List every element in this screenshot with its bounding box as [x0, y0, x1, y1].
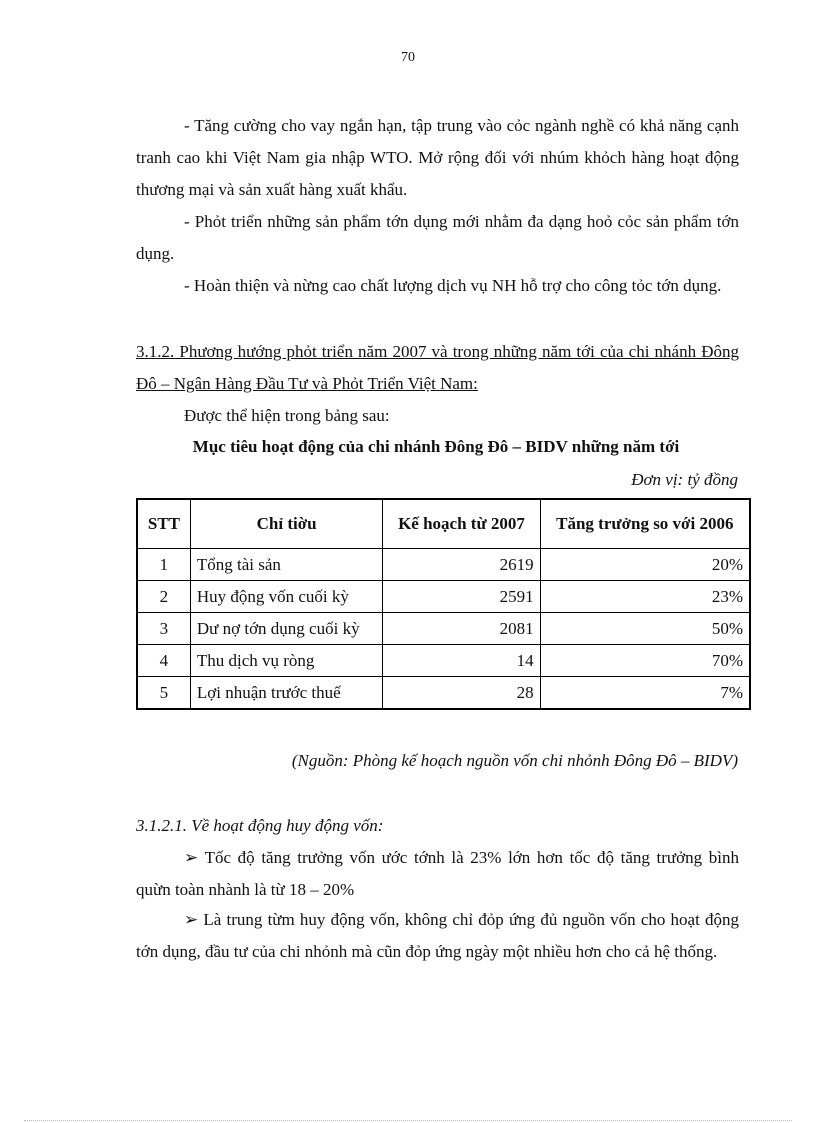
arrow-paragraph-text: Là trung từm huy động vốn, không chỉ đỏp ứng đủ nguồn vốn cho hoạt động tớn dụng, đầu tư của chi nhỏnh mà cũn đỏp ứng ngày một nhiều hơn cho cả hệ thống.	[136, 910, 739, 961]
arrow-bullet-icon: ➢	[184, 848, 199, 867]
cell-plan: 2619	[383, 549, 540, 581]
arrow-paragraph-text: Tốc độ tăng trưởng vốn ước tớnh là 23% lớn hơn tốc độ tăng trưởng bình quừn toàn nhành là từ 18 – 20%	[136, 848, 739, 899]
targets-table	[136, 498, 751, 710]
page-bottom-divider	[24, 1120, 792, 1121]
table-intro: Được thể hiện trong bảng sau:	[184, 406, 390, 425]
cell-growth: 50%	[540, 613, 750, 645]
header-plan: Kế hoạch từ 2007	[383, 499, 540, 549]
subsection-heading: 3.1.2.1. Về hoạt động huy động vốn:	[136, 816, 384, 835]
cell-growth: 20%	[540, 549, 750, 581]
cell-growth: 23%	[540, 581, 750, 613]
cell-plan: 28	[383, 677, 540, 710]
bullet-paragraph-3: - Hoàn thiện và nừng cao chất lượng dịch vụ NH hỗ trợ cho công tỏc tớn dụng.	[184, 276, 722, 295]
cell-indicator: Lợi nhuận trước thuế	[190, 677, 383, 710]
arrow-paragraph-1	[136, 842, 739, 906]
table-row	[137, 613, 750, 645]
cell-indicator: Thu dịch vụ ròng	[190, 645, 383, 677]
cell-indicator: Huy động vốn cuối kỳ	[190, 581, 383, 613]
page-number: 70	[401, 50, 415, 65]
cell-indicator: Dư nợ tớn dụng cuối kỳ	[190, 613, 383, 645]
table-row	[137, 677, 750, 710]
bullet-paragraph-1: - Tăng cường cho vay ngắn hạn, tập trung vào cỏc ngành nghề có khả năng cạnh tranh cao khi Việt Nam gia nhập WTO. Mở rộng đối với nhúm khỏch hàng hoạt động thương mại và sản xuất hàng xuất khẩu.	[136, 116, 739, 199]
table-title: Mục tiêu hoạt động của chi nhánh Đông Đô – BIDV những năm tới	[192, 437, 680, 456]
arrow-paragraph-2	[136, 904, 739, 968]
table-row	[137, 549, 750, 581]
header-stt: STT	[137, 499, 190, 549]
cell-growth: 7%	[540, 677, 750, 710]
table-header-row	[137, 499, 750, 549]
table-source-note: (Nguồn: Phòng kế hoạch nguồn vốn chi nhỏnh Đông Đô – BIDV)	[291, 751, 738, 770]
bullet-paragraph-2: - Phỏt triển những sản phẩm tớn dụng mới nhằm đa dạng hoỏ cỏc sản phẩm tớn dụng.	[136, 212, 739, 263]
table-row	[137, 581, 750, 613]
unit-label: Đơn vị: tỷ đồng	[631, 470, 738, 489]
arrow-bullet-icon: ➢	[184, 910, 199, 929]
cell-plan: 2081	[383, 613, 540, 645]
table-row	[137, 645, 750, 677]
header-indicator: Chỉ tiờu	[190, 499, 383, 549]
cell-growth: 70%	[540, 645, 750, 677]
cell-stt: 5	[137, 677, 190, 710]
section-heading: 3.1.2. Phương hướng phỏt triển năm 2007 và trong những năm tới của chi nhánh Đông Đô – Ngân Hàng Đầu Tư và Phỏt Triển Việt Nam:	[136, 342, 739, 393]
cell-stt: 4	[137, 645, 190, 677]
header-growth: Tăng trưởng so với 2006	[540, 499, 750, 549]
cell-stt: 3	[137, 613, 190, 645]
cell-stt: 1	[137, 549, 190, 581]
cell-plan: 14	[383, 645, 540, 677]
cell-plan: 2591	[383, 581, 540, 613]
cell-stt: 2	[137, 581, 190, 613]
cell-indicator: Tổng tài sản	[190, 549, 383, 581]
